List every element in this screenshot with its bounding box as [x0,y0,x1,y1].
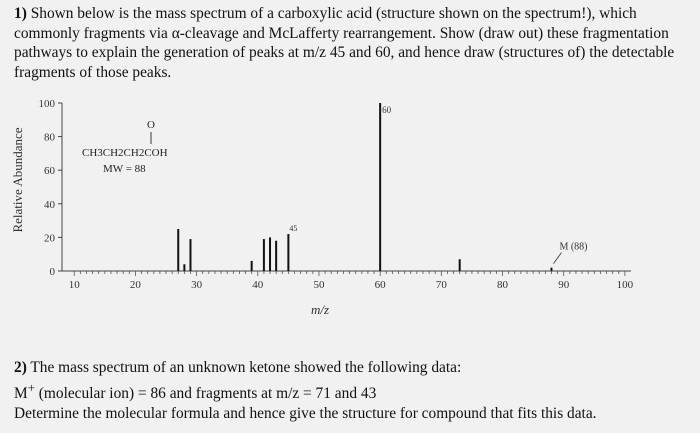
question-2 [14,358,694,424]
annotation-label: 45 [289,224,298,234]
x-tick-label: 60 [374,279,386,291]
y-tick-label: 80 [44,131,55,144]
x-tick-label: 20 [129,279,141,291]
structure-formula: CH3CH2CH2COH [82,147,168,159]
question-1 [14,4,689,82]
y-tick-label: 0 [49,266,55,278]
y-tick-label: 40 [44,198,55,211]
y-axis-label: Relative Abundance [10,127,25,233]
x-tick-label: 40 [252,279,264,291]
y-tick-label: 20 [44,232,55,245]
annotation-leader-line [553,253,561,264]
y-tick-label: 60 [44,165,55,178]
structure-molecular-weight: MW = 88 [103,163,146,175]
x-tick-label: 50 [313,279,325,291]
x-axis-label: m/z [310,302,330,317]
x-tick-label: 30 [191,279,203,291]
x-tick-label: 90 [558,279,570,291]
question-2-line-1: The mass spectrum of an unknown ketone showed the following data: [30,359,462,376]
x-tick-label: 70 [435,279,447,291]
structure-carbonyl-oxygen: O [147,119,155,131]
question-2-number: 2) [14,359,27,376]
chart-peaks [178,103,551,271]
question-2-line-2: M+ (molecular ion) = 86 and fragments at m/z = 71 and 43 [14,381,377,403]
chart-annotations [289,105,587,264]
y-tick-label: 100 [38,98,55,110]
chart-axes [39,98,634,291]
question-2-line-3: Determine the molecular formula and hence give the structure for compound that fits this data. [14,405,597,423]
question-1-text: Shown below is the mass spectrum of a carboxylic acid (structure shown on the spectrum!), which commonly fragments via α-cleavage and McLafferty rearrangement. Show (draw out) these fragmentation pathways to explain the generation of peaks at m/z 45 and 60, and hence draw (structures of) the detectable fragments of those peaks. [14,5,675,81]
x-tick-label: 100 [616,279,634,291]
x-tick-label: 10 [68,279,80,291]
mass-spectrum-chart [0,92,700,332]
annotation-label: M (88) [559,241,588,253]
annotation-label: 60 [382,105,392,115]
question-1-number: 1) [14,5,27,22]
x-tick-label: 80 [497,279,509,291]
